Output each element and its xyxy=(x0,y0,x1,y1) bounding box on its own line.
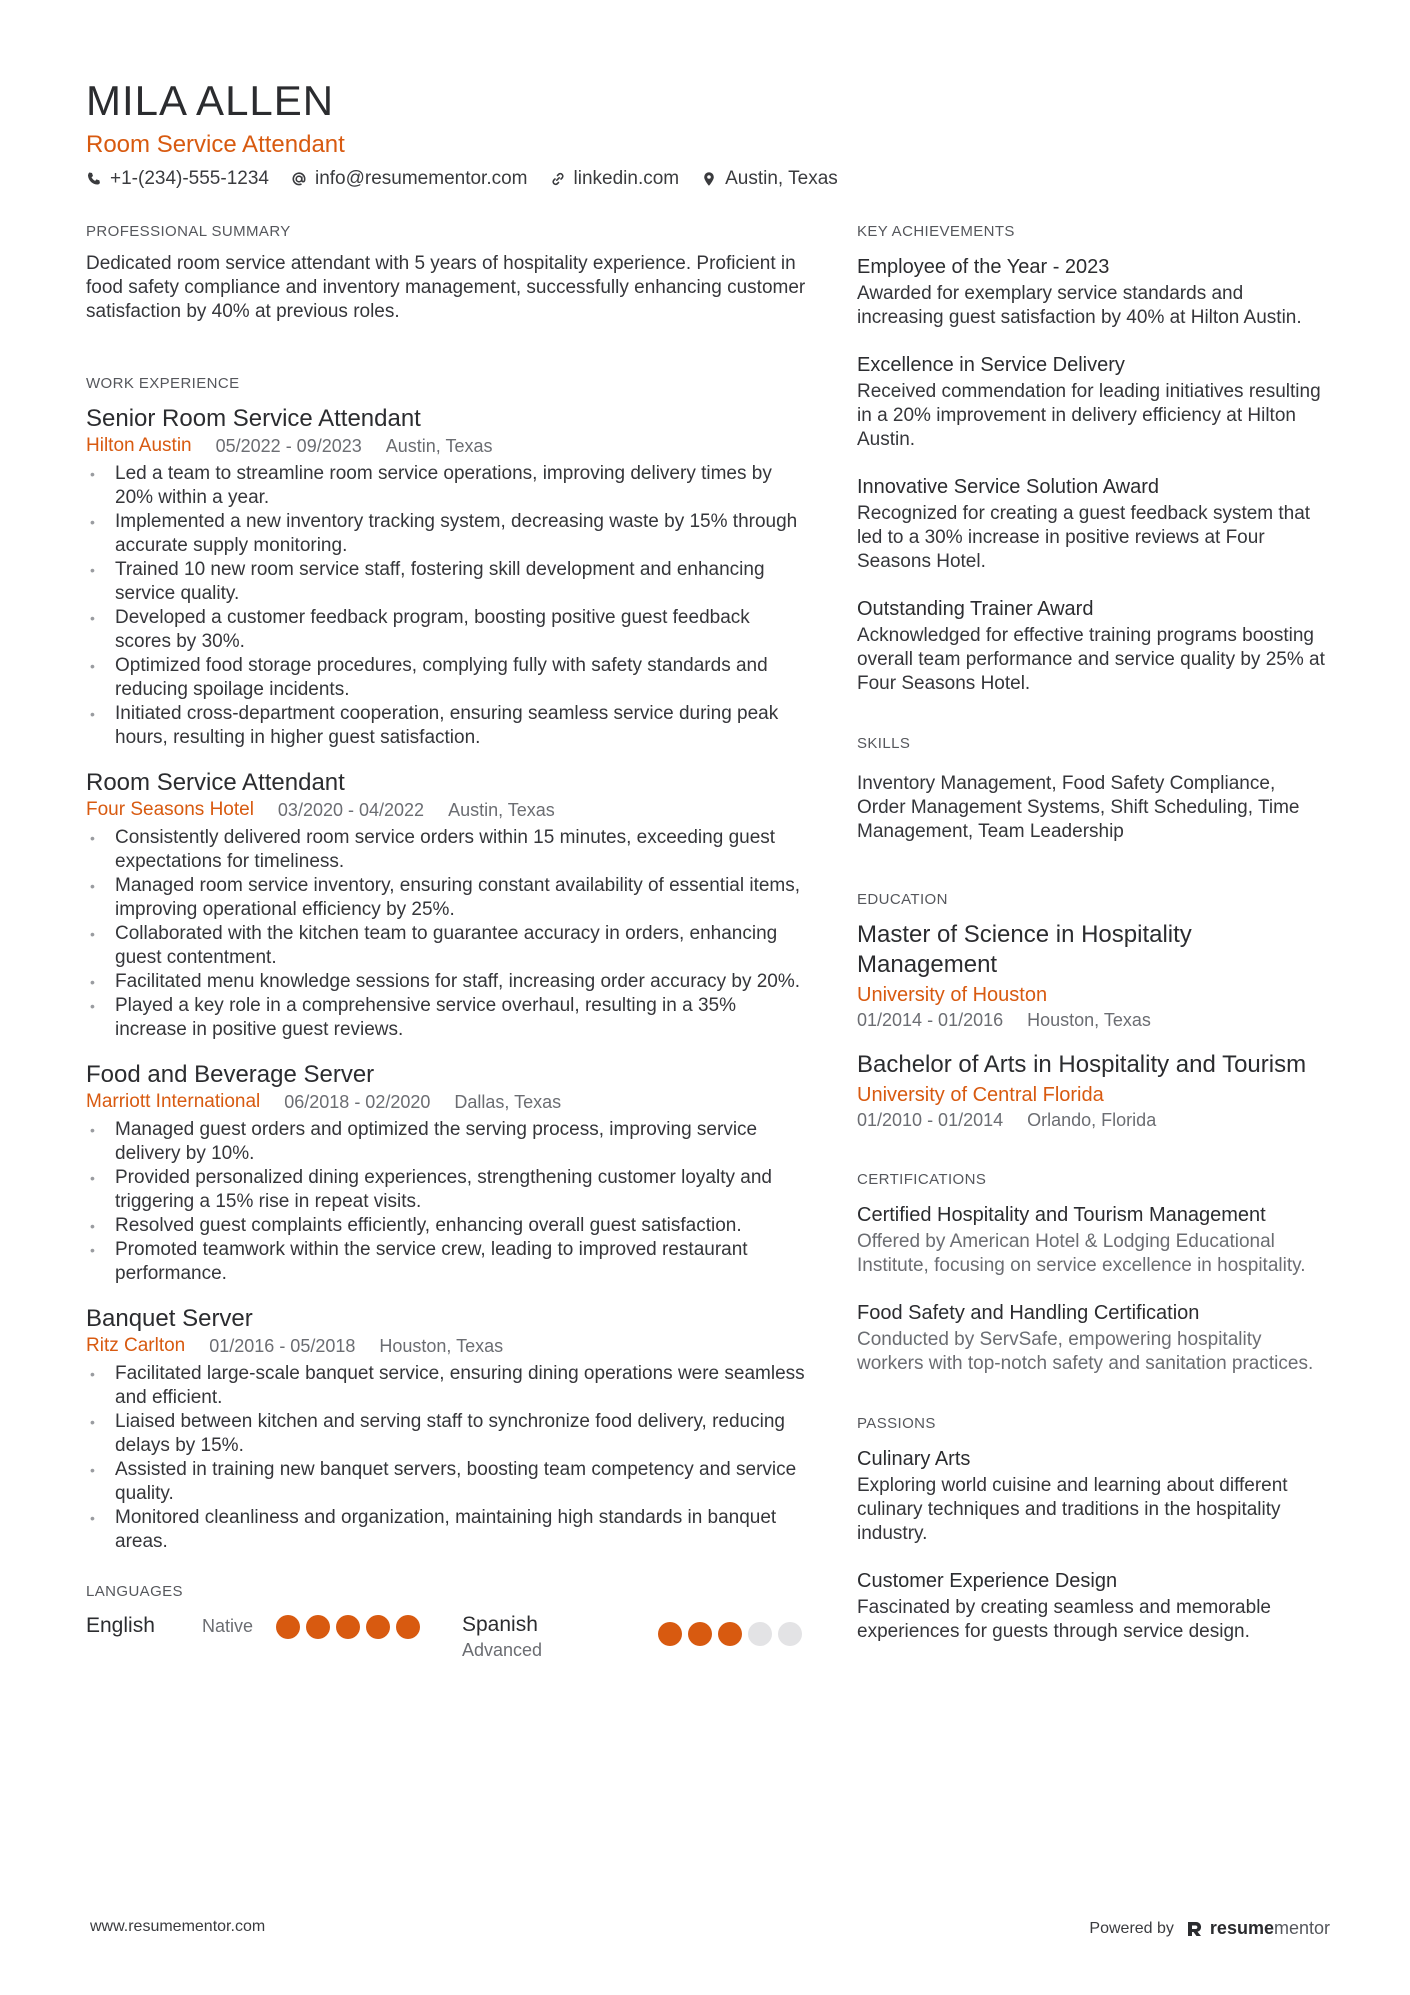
job-dates: 05/2022 - 09/2023 xyxy=(215,436,362,456)
page-footer xyxy=(90,1918,1330,1939)
rating-dot xyxy=(366,1615,390,1639)
achievement-title: Innovative Service Solution Award xyxy=(857,476,1160,498)
languages-section xyxy=(86,1582,806,1662)
job-dates: 06/2018 - 02/2020 xyxy=(284,1092,431,1112)
passion-item xyxy=(857,1566,1327,1644)
achievement-title: Outstanding Trainer Award xyxy=(857,598,1094,620)
language-name: English xyxy=(86,1614,155,1637)
powered-by xyxy=(1089,1918,1330,1939)
bullet-item: • Facilitated menu knowledge sessions for staff, increasing order accuracy by 20%. xyxy=(86,970,806,994)
left-column xyxy=(86,222,806,1662)
passion-text: Exploring world cuisine and learning about different culinary techniques and traditions in the hospitality industry. xyxy=(857,1475,1288,1544)
school-name: University of Houston xyxy=(857,984,1048,1006)
job-entry xyxy=(86,1060,806,1286)
passion-list xyxy=(857,1444,1327,1644)
bullet-item: • Assisted in training new banquet servers, boosting team competency and service quality. xyxy=(86,1458,806,1506)
job-bullets xyxy=(86,1118,806,1286)
bullet-item: • Consistently delivered room service orders within 15 minutes, exceeding guest expectations for timeliness. xyxy=(86,826,806,874)
passions-section xyxy=(857,1414,1327,1644)
section-title: KEY ACHIEVEMENTS xyxy=(857,223,1015,240)
bullet-item: • Liaised between kitchen and serving staff to synchronize food delivery, reducing delays by 15%. xyxy=(86,1410,806,1458)
certification-text: Offered by American Hotel & Lodging Educational Institute, focusing on service excellence in hospitality. xyxy=(857,1231,1306,1276)
certification-text: Conducted by ServSafe, empowering hospitality workers with top-notch safety and sanitation practices. xyxy=(857,1329,1314,1374)
contact-linkedin[interactable] xyxy=(550,168,680,190)
language-rating xyxy=(276,1615,420,1640)
bullet-item: • Promoted teamwork within the service crew, leading to improved restaurant performance. xyxy=(86,1238,806,1286)
achievement-item xyxy=(857,252,1327,330)
job-dates: 03/2020 - 04/2022 xyxy=(277,800,425,820)
job-company: Ritz Carlton xyxy=(86,1335,186,1356)
achievement-title: Excellence in Service Delivery xyxy=(857,354,1125,376)
section-title: CERTIFICATIONS xyxy=(857,1171,987,1188)
language-list xyxy=(86,1612,806,1662)
email-text: info@resumementor.com xyxy=(314,168,528,189)
location-text: Austin, Texas xyxy=(725,168,838,189)
rating-dot xyxy=(718,1622,742,1646)
brand-light: mentor xyxy=(1273,1918,1330,1938)
bullet-item: • Played a key role in a comprehensive service overhaul, resulting in a 35% increase in positive guest reviews. xyxy=(86,994,806,1042)
achievement-item xyxy=(857,350,1327,452)
achievements-section xyxy=(857,222,1327,696)
rating-dot xyxy=(396,1615,420,1639)
achievement-text: Received commendation for leading initiatives resulting in a 20% improvement in delivery efficiency at Hilton Austin. xyxy=(857,381,1321,450)
right-column xyxy=(857,222,1327,1690)
contact-location xyxy=(701,168,838,190)
achievement-title: Employee of the Year - 2023 xyxy=(857,256,1110,278)
education-dates: 01/2014 - 01/2016 xyxy=(857,1010,1004,1030)
at-icon xyxy=(291,171,307,187)
phone-icon xyxy=(86,171,102,187)
bullet-item: • Resolved guest complaints efficiently, enhancing overall guest satisfaction. xyxy=(86,1214,806,1238)
job-location: Austin, Texas xyxy=(385,436,493,456)
bullet-item: • Collaborated with the kitchen team to guarantee accuracy in orders, enhancing guest contentment. xyxy=(86,922,806,970)
job-entry xyxy=(86,768,806,1042)
job-meta xyxy=(86,1334,806,1358)
candidate-name: MILA ALLEN xyxy=(86,77,335,124)
section-title: SKILLS xyxy=(857,735,911,752)
bullet-item: • Led a team to streamline room service operations, improving delivery times by 20% within a year. xyxy=(86,462,806,510)
brand-logo[interactable] xyxy=(1186,1918,1330,1939)
certifications-section xyxy=(857,1170,1327,1376)
passion-title: Customer Experience Design xyxy=(857,1570,1118,1592)
powered-by-label: Powered by xyxy=(1089,1919,1174,1937)
job-title: Food and Beverage Server xyxy=(86,1061,375,1088)
brand-bold: resume xyxy=(1209,1918,1274,1938)
education-list xyxy=(857,920,1327,1132)
achievement-text: Awarded for exemplary service standards and increasing guest satisfaction by 40% at Hilton Austin. xyxy=(857,283,1302,328)
section-title: PASSIONS xyxy=(857,1415,936,1432)
education-meta xyxy=(857,1108,1327,1132)
bullet-item: • Trained 10 new room service staff, fostering skill development and enhancing service quality. xyxy=(86,558,806,606)
bullet-item: • Provided personalized dining experiences, strengthening customer loyalty and triggering a 15% rise in repeat visits. xyxy=(86,1166,806,1214)
achievement-text: Recognized for creating a guest feedback system that led to a 30% increase in positive reviews at Four Seasons Hotel. xyxy=(857,503,1311,572)
education-meta xyxy=(857,1008,1327,1032)
job-location: Houston, Texas xyxy=(379,1336,504,1356)
link-icon xyxy=(550,171,566,187)
phone-text: +1-(234)-555-1234 xyxy=(110,168,269,189)
certification-title: Food Safety and Handling Certification xyxy=(857,1302,1200,1324)
education-dates: 01/2010 - 01/2014 xyxy=(857,1110,1004,1130)
job-meta xyxy=(86,798,806,822)
certification-item xyxy=(857,1200,1327,1278)
degree-title: Bachelor of Arts in Hospitality and Tourism xyxy=(857,1051,1307,1078)
summary-text: Dedicated room service attendant with 5 years of hospitality experience. Proficient in food safety compliance and inventory management, successfully enhancing customer satisfaction by 40% at previous roles. xyxy=(86,253,806,322)
location-pin-icon xyxy=(701,171,717,187)
rating-dot xyxy=(336,1615,360,1639)
achievement-text: Acknowledged for effective training programs boosting overall team performance and service quality by 25% at Four Seasons Hotel. xyxy=(857,625,1325,694)
education-location: Orlando, Florida xyxy=(1027,1110,1157,1130)
contact-bar xyxy=(86,168,1326,190)
rating-dot xyxy=(688,1622,712,1646)
degree-title: Master of Science in Hospitality Management xyxy=(857,921,1192,978)
experience-section xyxy=(86,374,806,1554)
resume-header xyxy=(86,76,1326,190)
education-item xyxy=(857,920,1327,1032)
job-entry xyxy=(86,1304,806,1554)
job-company: Four Seasons Hotel xyxy=(86,799,254,820)
bullet-item: • Initiated cross-department cooperation, ensuring seamless service during peak hours, resulting in higher guest satisfaction. xyxy=(86,702,806,750)
resumementor-logo-icon xyxy=(1186,1920,1204,1938)
rating-dot xyxy=(306,1615,330,1639)
job-meta xyxy=(86,1090,806,1114)
passion-item xyxy=(857,1444,1327,1546)
achievement-item xyxy=(857,594,1327,696)
job-bullets xyxy=(86,826,806,1042)
language-level: Native xyxy=(202,1616,254,1636)
job-dates: 01/2016 - 05/2018 xyxy=(209,1336,356,1356)
language-rating xyxy=(658,1622,802,1662)
achievement-list xyxy=(857,252,1327,696)
candidate-role: Room Service Attendant xyxy=(86,131,345,158)
job-list xyxy=(86,404,806,1554)
section-title: WORK EXPERIENCE xyxy=(86,375,240,392)
job-company: Marriott International xyxy=(86,1091,261,1112)
job-company: Hilton Austin xyxy=(86,435,192,456)
bullet-item: • Optimized food storage procedures, complying fully with safety standards and reducing spoilage incidents. xyxy=(86,654,806,702)
job-bullets xyxy=(86,462,806,750)
skills-text: Inventory Management, Food Safety Compliance, Order Management Systems, Shift Scheduling, Time Management, Team Leadership xyxy=(857,773,1300,842)
job-entry xyxy=(86,404,806,750)
language-item xyxy=(86,1612,462,1640)
rating-dot xyxy=(778,1622,802,1646)
footer-website[interactable]: www.resumementor.com xyxy=(90,1918,266,1935)
bullet-item: • Implemented a new inventory tracking system, decreasing waste by 15% through accurate supply monitoring. xyxy=(86,510,806,558)
job-location: Austin, Texas xyxy=(448,800,555,820)
school-name: University of Central Florida xyxy=(857,1084,1104,1106)
rating-dot xyxy=(748,1622,772,1646)
job-meta xyxy=(86,434,806,458)
job-location: Dallas, Texas xyxy=(454,1092,562,1112)
job-title: Room Service Attendant xyxy=(86,769,345,796)
passion-title: Culinary Arts xyxy=(857,1448,971,1470)
education-section xyxy=(857,890,1327,1132)
contact-email[interactable] xyxy=(291,168,528,190)
achievement-item xyxy=(857,472,1327,574)
job-title: Banquet Server xyxy=(86,1305,253,1332)
bullet-item: • Monitored cleanliness and organization, maintaining high standards in banquet areas. xyxy=(86,1506,806,1554)
section-title: LANGUAGES xyxy=(86,1583,183,1600)
bullet-item: • Facilitated large-scale banquet service, ensuring dining operations were seamless and efficient. xyxy=(86,1362,806,1410)
linkedin-text: linkedin.com xyxy=(573,168,680,189)
skills-section xyxy=(857,734,1327,844)
language-name: Spanish xyxy=(462,1613,538,1636)
certification-title: Certified Hospitality and Tourism Management xyxy=(857,1204,1266,1226)
language-item xyxy=(462,1612,802,1662)
certification-item xyxy=(857,1298,1327,1376)
rating-dot xyxy=(658,1622,682,1646)
contact-phone[interactable] xyxy=(86,168,269,190)
bullet-item: • Developed a customer feedback program, boosting positive guest feedback scores by 30%. xyxy=(86,606,806,654)
bullet-item: • Managed room service inventory, ensuring constant availability of essential items, improving operational efficiency by 25%. xyxy=(86,874,806,922)
certification-list xyxy=(857,1200,1327,1376)
rating-dot xyxy=(276,1615,300,1639)
job-title: Senior Room Service Attendant xyxy=(86,405,421,432)
education-item xyxy=(857,1050,1327,1132)
bullet-item: • Managed guest orders and optimized the serving process, improving service delivery by 10%. xyxy=(86,1118,806,1166)
job-bullets xyxy=(86,1362,806,1554)
language-level: Advanced xyxy=(462,1640,543,1660)
section-title: EDUCATION xyxy=(857,891,948,908)
passion-text: Fascinated by creating seamless and memorable experiences for guests through service design. xyxy=(857,1597,1271,1642)
education-location: Houston, Texas xyxy=(1027,1010,1151,1030)
summary-section xyxy=(86,222,806,324)
section-title: PROFESSIONAL SUMMARY xyxy=(86,223,291,240)
